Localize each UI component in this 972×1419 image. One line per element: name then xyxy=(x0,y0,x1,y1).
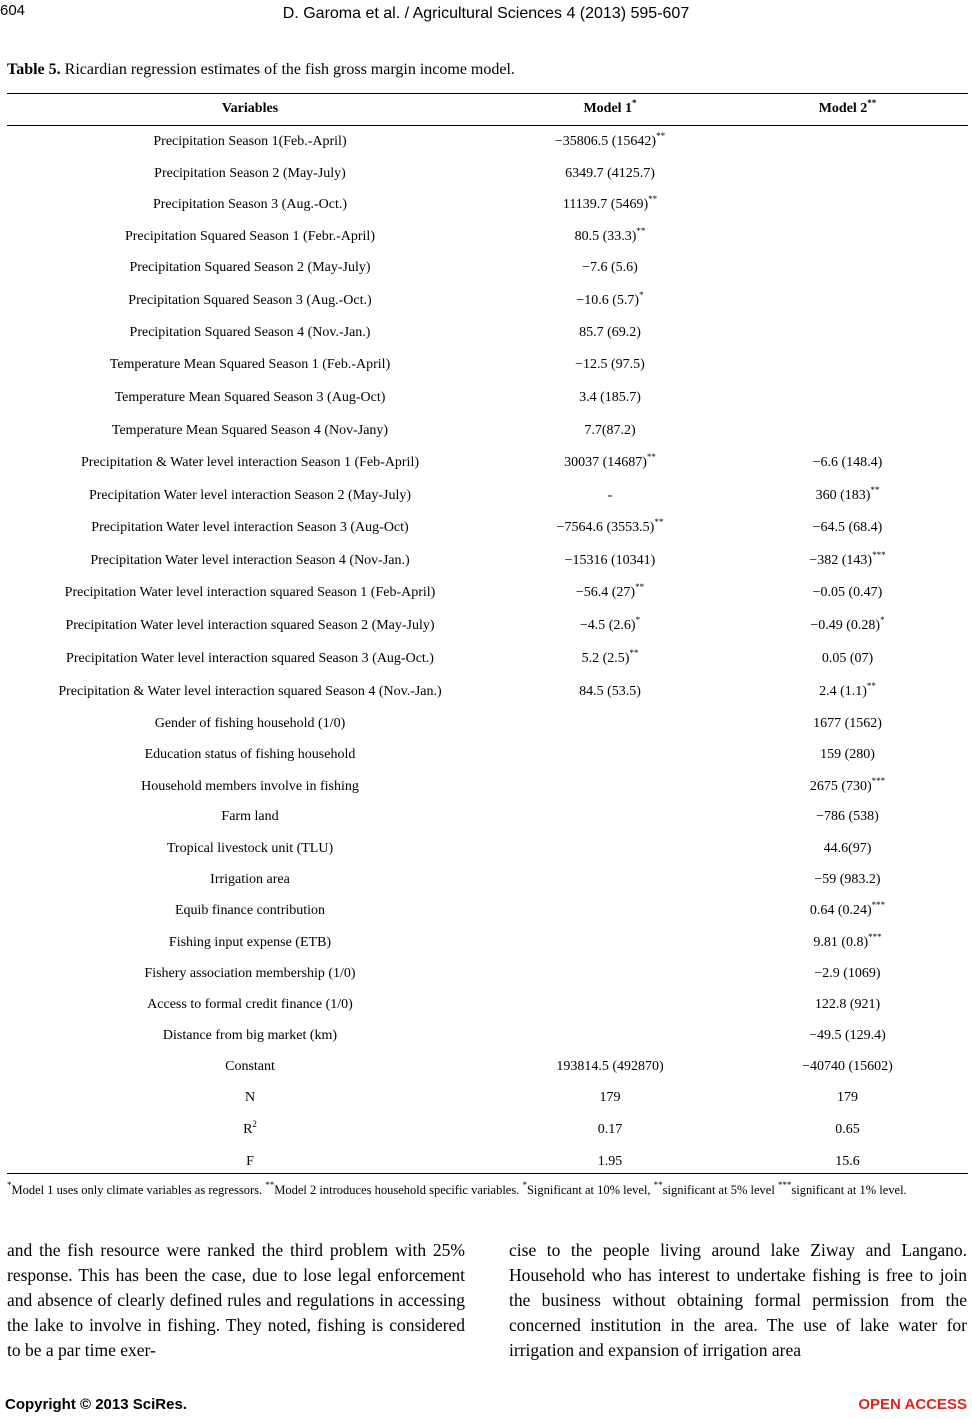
cell-variable xyxy=(7,1086,493,1110)
cell-model-2 xyxy=(727,1118,968,1142)
coefficient-value: −49.5 (129.4) xyxy=(809,1028,886,1043)
cell-model-2 xyxy=(727,680,968,704)
cell-model-1 xyxy=(493,712,727,736)
coefficient-value: 0.64 (0.24) xyxy=(809,903,872,918)
body-column-left xyxy=(7,1238,465,1363)
cell-model-2 xyxy=(727,321,968,345)
note-sig-10: Significant at 10% level, xyxy=(526,1183,654,1197)
significance-mark: * xyxy=(635,615,641,625)
variable-name: Precipitation Season 1(Feb.-April) xyxy=(153,134,347,149)
header-model-2 xyxy=(727,93,968,125)
significance-mark: *** xyxy=(872,550,886,560)
cell-model-1 xyxy=(493,680,727,704)
cell-variable xyxy=(7,837,493,861)
cell-variable xyxy=(7,386,493,410)
coefficient-value: −7564.6 (3553.5) xyxy=(556,520,655,535)
cell-model-2 xyxy=(727,1055,968,1079)
table-row xyxy=(7,899,968,923)
table-row xyxy=(7,1150,968,1174)
cell-variable xyxy=(7,162,493,186)
table-row xyxy=(7,256,968,280)
cell-model-2 xyxy=(727,256,968,280)
cell-variable xyxy=(7,581,493,605)
coefficient-value: 2675 (730) xyxy=(809,779,872,794)
cell-model-2 xyxy=(727,353,968,377)
cell-variable xyxy=(7,743,493,767)
table-caption xyxy=(7,61,515,79)
coefficient-value: - xyxy=(607,488,613,503)
body-column-right xyxy=(509,1238,967,1363)
cell-variable xyxy=(7,516,493,540)
table-row xyxy=(7,130,968,154)
table-row xyxy=(7,1118,968,1142)
variable-name: Tropical livestock unit (TLU) xyxy=(166,841,334,856)
variable-name: Household members involve in fishing xyxy=(141,779,359,794)
cell-variable xyxy=(7,353,493,377)
coefficient-value: −56.4 (27) xyxy=(575,585,636,600)
cell-model-1 xyxy=(493,419,727,443)
variable-name: Fishing input expense (ETB) xyxy=(168,935,332,950)
cell-model-2 xyxy=(727,868,968,892)
coefficient-value: −786 (538) xyxy=(816,809,879,824)
cell-model-1 xyxy=(493,225,727,249)
cell-model-1 xyxy=(493,386,727,410)
variable-name: Constant xyxy=(225,1059,275,1074)
table-row xyxy=(7,931,968,955)
coefficient-value: 2.4 (1.1) xyxy=(819,684,867,699)
cell-variable xyxy=(7,484,493,508)
cell-variable xyxy=(7,712,493,736)
table-row xyxy=(7,353,968,377)
cell-model-1 xyxy=(493,1024,727,1048)
cell-variable xyxy=(7,1024,493,1048)
table-notes xyxy=(7,1182,968,1198)
cell-variable xyxy=(7,993,493,1017)
note-sig-5: significant at 5% level xyxy=(662,1183,778,1197)
significance-mark: *** xyxy=(868,932,882,942)
cell-model-2 xyxy=(727,931,968,955)
cell-model-2 xyxy=(727,743,968,767)
cell-model-2 xyxy=(727,289,968,313)
cell-model-1 xyxy=(493,1118,727,1142)
variable-name: Precipitation Squared Season 3 (Aug.-Oct.) xyxy=(128,293,372,308)
header-model-1-label: Model 1 xyxy=(583,101,633,116)
table-row xyxy=(7,321,968,345)
cell-model-1 xyxy=(493,289,727,313)
note-mark: *** xyxy=(777,1180,792,1190)
cell-model-2 xyxy=(727,549,968,573)
note-sig-1: significant at 1% level. xyxy=(791,1183,907,1197)
coefficient-value: 0.05 (07) xyxy=(821,651,874,666)
coefficient-value: −2.9 (1069) xyxy=(814,966,881,981)
coefficient-value: −7.6 (5.6) xyxy=(582,260,638,275)
significance-mark: ** xyxy=(654,517,664,527)
note-mark: * xyxy=(7,1180,12,1190)
variable-name: Precipitation Season 3 (Aug.-Oct.) xyxy=(152,197,347,212)
note-mark: ** xyxy=(653,1180,663,1190)
significance-mark: ** xyxy=(635,582,645,592)
note-mark: * xyxy=(522,1180,527,1190)
cell-variable xyxy=(7,899,493,923)
variable-name: F xyxy=(246,1154,254,1169)
cell-variable xyxy=(7,549,493,573)
note-mark: ** xyxy=(265,1180,275,1190)
significance-mark: ** xyxy=(870,485,880,495)
coefficient-value: −35806.5 (15642) xyxy=(554,134,657,149)
coefficient-value: 80.5 (33.3) xyxy=(574,229,637,244)
body-paragraph-left: and the fish resource were ranked the third problem with 25% response. This has been the case, due to lose legal enforcement and absence of clearly defined rules and regulations in accessing the lake to involve in fishing. They noted, fishing is considered to be a par time exer- xyxy=(7,1240,465,1360)
table-row xyxy=(7,743,968,767)
cell-model-2 xyxy=(727,993,968,1017)
variable-name: R xyxy=(243,1122,253,1137)
table-row xyxy=(7,712,968,736)
table-row xyxy=(7,225,968,249)
variable-name: Precipitation Squared Season 2 (May-July) xyxy=(129,260,371,275)
variable-name: Farm land xyxy=(221,809,279,824)
cell-variable xyxy=(7,451,493,475)
cell-variable xyxy=(7,1055,493,1079)
coefficient-value: 44.6(97) xyxy=(823,841,872,856)
coefficient-value: 6349.7 (4125.7) xyxy=(565,166,655,181)
table-row xyxy=(7,775,968,799)
coefficient-value: −40740 (15602) xyxy=(802,1059,893,1074)
cell-model-2 xyxy=(727,484,968,508)
cell-variable xyxy=(7,868,493,892)
significance-mark: * xyxy=(880,615,885,625)
coefficient-value: −10.6 (5.7) xyxy=(576,293,640,308)
coefficient-value: 85.7 (69.2) xyxy=(579,325,641,340)
cell-model-1 xyxy=(493,484,727,508)
variable-name: Education status of fishing household xyxy=(144,747,356,762)
cell-model-1 xyxy=(493,1055,727,1079)
table-row xyxy=(7,419,968,443)
cell-model-1 xyxy=(493,962,727,986)
cell-model-1 xyxy=(493,647,727,671)
variable-name: Temperature Mean Squared Season 4 (Nov-Jany) xyxy=(111,423,389,438)
variable-name: Precipitation Water level interaction Season 3 (Aug-Oct) xyxy=(91,520,409,535)
cell-model-1 xyxy=(493,516,727,540)
variable-name: Precipitation Water level interaction squared Season 3 (Aug-Oct.) xyxy=(66,651,434,666)
variable-name: Access to formal credit finance (1/0) xyxy=(147,997,353,1012)
coefficient-value: 159 (280) xyxy=(820,747,875,762)
table-row xyxy=(7,193,968,217)
variable-name: Irrigation area xyxy=(210,872,290,887)
cell-model-1 xyxy=(493,743,727,767)
variable-name: Precipitation Squared Season 1 (Febr.-April) xyxy=(124,229,375,244)
cell-variable xyxy=(7,419,493,443)
variable-name: Precipitation Water level interaction Season 2 (May-July) xyxy=(88,488,412,503)
coefficient-value: 30037 (14687) xyxy=(564,455,647,470)
significance-mark: ** xyxy=(646,452,656,462)
cell-model-1 xyxy=(493,775,727,799)
table-row xyxy=(7,614,968,638)
coefficient-value: 3.4 (185.7) xyxy=(579,390,641,405)
table-row xyxy=(7,868,968,892)
coefficient-value: 1.95 xyxy=(597,1154,623,1169)
cell-model-1 xyxy=(493,614,727,638)
cell-model-1 xyxy=(493,162,727,186)
cell-model-1 xyxy=(493,1086,727,1110)
note-model-2: Model 2 introduces household specific variables. xyxy=(274,1183,523,1197)
cell-model-1 xyxy=(493,256,727,280)
variable-name: Precipitation Water level interaction Season 4 (Nov-Jan.) xyxy=(90,553,410,568)
variable-name: Distance from big market (km) xyxy=(162,1028,338,1043)
cell-model-2 xyxy=(727,712,968,736)
cell-model-2 xyxy=(727,225,968,249)
variable-name: Equib finance contribution xyxy=(174,903,326,918)
variable-superscript: 2 xyxy=(252,1119,257,1129)
cell-variable xyxy=(7,775,493,799)
coefficient-value: 7.7(87.2) xyxy=(584,423,636,438)
footer-copyright: Copyright © 2013 SciRes. xyxy=(5,1396,187,1413)
cell-variable xyxy=(7,1118,493,1142)
table-header xyxy=(7,93,968,125)
header-model-1-mark: * xyxy=(632,98,637,108)
cell-model-2 xyxy=(727,130,968,154)
cell-model-1 xyxy=(493,581,727,605)
coefficient-value: 360 (183) xyxy=(815,488,871,503)
variable-name: Precipitation Water level interaction squared Season 1 (Feb-April) xyxy=(64,585,436,600)
coefficient-value: −0.49 (0.28) xyxy=(810,618,881,633)
variable-name: Fishery association membership (1/0) xyxy=(144,966,356,981)
coefficient-value: −0.05 (0.47) xyxy=(812,585,883,600)
cell-model-1 xyxy=(493,353,727,377)
cell-model-2 xyxy=(727,386,968,410)
variable-name: N xyxy=(244,1090,256,1105)
cell-model-2 xyxy=(727,419,968,443)
significance-mark: ** xyxy=(656,131,666,141)
coefficient-value: 9.81 (0.8) xyxy=(813,935,869,950)
table-row xyxy=(7,837,968,861)
coefficient-value: 179 xyxy=(599,1090,621,1105)
header-model-2-label: Model 2 xyxy=(818,101,868,116)
cell-model-2 xyxy=(727,162,968,186)
significance-mark: * xyxy=(639,290,644,300)
coefficient-value: −6.6 (148.4) xyxy=(812,455,883,470)
table-row xyxy=(7,386,968,410)
significance-mark: ** xyxy=(866,681,876,691)
header-model-2-mark: ** xyxy=(867,98,877,108)
note-model-1: Model 1 uses only climate variables as regressors. xyxy=(11,1183,266,1197)
cell-variable xyxy=(7,931,493,955)
cell-model-2 xyxy=(727,581,968,605)
cell-variable xyxy=(7,193,493,217)
coefficient-value: 179 xyxy=(837,1090,858,1105)
cell-model-1 xyxy=(493,993,727,1017)
table-row xyxy=(7,1086,968,1110)
cell-model-1 xyxy=(493,899,727,923)
coefficient-value: 84.5 (53.5) xyxy=(579,684,641,699)
cell-variable xyxy=(7,680,493,704)
table-row xyxy=(7,289,968,313)
cell-variable xyxy=(7,225,493,249)
cell-variable xyxy=(7,962,493,986)
cell-model-2 xyxy=(727,193,968,217)
cell-model-2 xyxy=(727,614,968,638)
variable-name: Precipitation & Water level interaction squared Season 4 (Nov.-Jan.) xyxy=(58,684,442,699)
body-paragraph-right: cise to the people living around lake Ziway and Langano. Household who has interest to undertake fishing is free to join the business without obtaining formal permission from the concerned institution in the area. The use of lake water for irrigation and expansion of irrigation area xyxy=(509,1240,967,1360)
header-model-1 xyxy=(493,93,727,125)
cell-model-2 xyxy=(727,805,968,829)
table-row xyxy=(7,484,968,508)
cell-variable xyxy=(7,130,493,154)
running-header: D. Garoma et al. / Agricultural Sciences 4 (2013) 595-607 xyxy=(282,5,690,22)
cell-model-2 xyxy=(727,1024,968,1048)
cell-model-2 xyxy=(727,516,968,540)
table-row xyxy=(7,1055,968,1079)
cell-model-2 xyxy=(727,775,968,799)
coefficient-value: 5.2 (2.5) xyxy=(581,651,630,666)
footer-open-access: OPEN ACCESS xyxy=(858,1396,967,1413)
header-variables: Variables xyxy=(221,101,279,116)
table-bottom-rule xyxy=(7,1173,968,1174)
cell-model-1 xyxy=(493,837,727,861)
cell-model-1 xyxy=(493,451,727,475)
table-caption-text: Ricardian regression estimates of the fish gross margin income model. xyxy=(64,61,515,78)
coefficient-value: 0.65 xyxy=(835,1122,860,1137)
table-row xyxy=(7,962,968,986)
coefficient-value: −64.5 (68.4) xyxy=(812,520,883,535)
cell-model-2 xyxy=(727,1150,968,1174)
table-row xyxy=(7,516,968,540)
variable-name: Temperature Mean Squared Season 3 (Aug-Oct) xyxy=(114,390,386,405)
table-row xyxy=(7,805,968,829)
table-row xyxy=(7,162,968,186)
cell-model-2 xyxy=(727,647,968,671)
cell-model-1 xyxy=(493,931,727,955)
coefficient-value: 15.6 xyxy=(835,1154,860,1169)
table-caption-label: Table 5. xyxy=(7,61,61,78)
page-number: 604 xyxy=(0,2,26,19)
table-row xyxy=(7,1024,968,1048)
cell-model-2 xyxy=(727,1086,968,1110)
cell-model-2 xyxy=(727,451,968,475)
coefficient-value: 193814.5 (492870) xyxy=(556,1059,664,1074)
table-row xyxy=(7,451,968,475)
cell-model-1 xyxy=(493,321,727,345)
coefficient-value: −15316 (10341) xyxy=(564,553,656,568)
significance-mark: *** xyxy=(871,776,886,786)
cell-model-1 xyxy=(493,805,727,829)
cell-model-1 xyxy=(493,868,727,892)
variable-name: Precipitation Squared Season 4 (Nov.-Jan.) xyxy=(129,325,371,340)
table-row xyxy=(7,993,968,1017)
coefficient-value: −4.5 (2.6) xyxy=(579,618,636,633)
variable-name: Precipitation Season 2 (May-July) xyxy=(154,166,346,181)
cell-model-1 xyxy=(493,549,727,573)
cell-model-2 xyxy=(727,962,968,986)
table-header-rule xyxy=(7,125,968,126)
cell-variable xyxy=(7,647,493,671)
cell-variable xyxy=(7,1150,493,1174)
cell-model-1 xyxy=(493,193,727,217)
significance-mark: ** xyxy=(636,226,646,236)
table-row xyxy=(7,549,968,573)
coefficient-value: 1677 (1562) xyxy=(813,716,882,731)
coefficient-value: −12.5 (97.5) xyxy=(575,357,645,372)
cell-variable xyxy=(7,614,493,638)
coefficient-value: 0.17 xyxy=(597,1122,623,1137)
variable-name: Gender of fishing household (1/0) xyxy=(154,716,346,731)
cell-model-1 xyxy=(493,130,727,154)
cell-model-2 xyxy=(727,837,968,861)
coefficient-value: −59 (983.2) xyxy=(814,872,881,887)
table-row xyxy=(7,581,968,605)
significance-mark: *** xyxy=(871,900,886,910)
cell-variable xyxy=(7,321,493,345)
table-row xyxy=(7,647,968,671)
table-row xyxy=(7,680,968,704)
variable-name: Precipitation Water level interaction squared Season 2 (May-July) xyxy=(65,618,435,633)
variable-name: Temperature Mean Squared Season 1 (Feb.-April) xyxy=(109,357,391,372)
variable-name: Precipitation & Water level interaction Season 1 (Feb-April) xyxy=(80,455,420,470)
cell-model-2 xyxy=(727,899,968,923)
cell-variable xyxy=(7,256,493,280)
cell-variable xyxy=(7,289,493,313)
coefficient-value: −382 (143) xyxy=(809,553,873,568)
coefficient-value: 11139.7 (5469) xyxy=(562,197,649,212)
coefficient-value: 122.8 (921) xyxy=(814,997,881,1012)
significance-mark: ** xyxy=(648,194,658,204)
significance-mark: ** xyxy=(629,648,639,658)
cell-variable xyxy=(7,805,493,829)
cell-model-1 xyxy=(493,1150,727,1174)
